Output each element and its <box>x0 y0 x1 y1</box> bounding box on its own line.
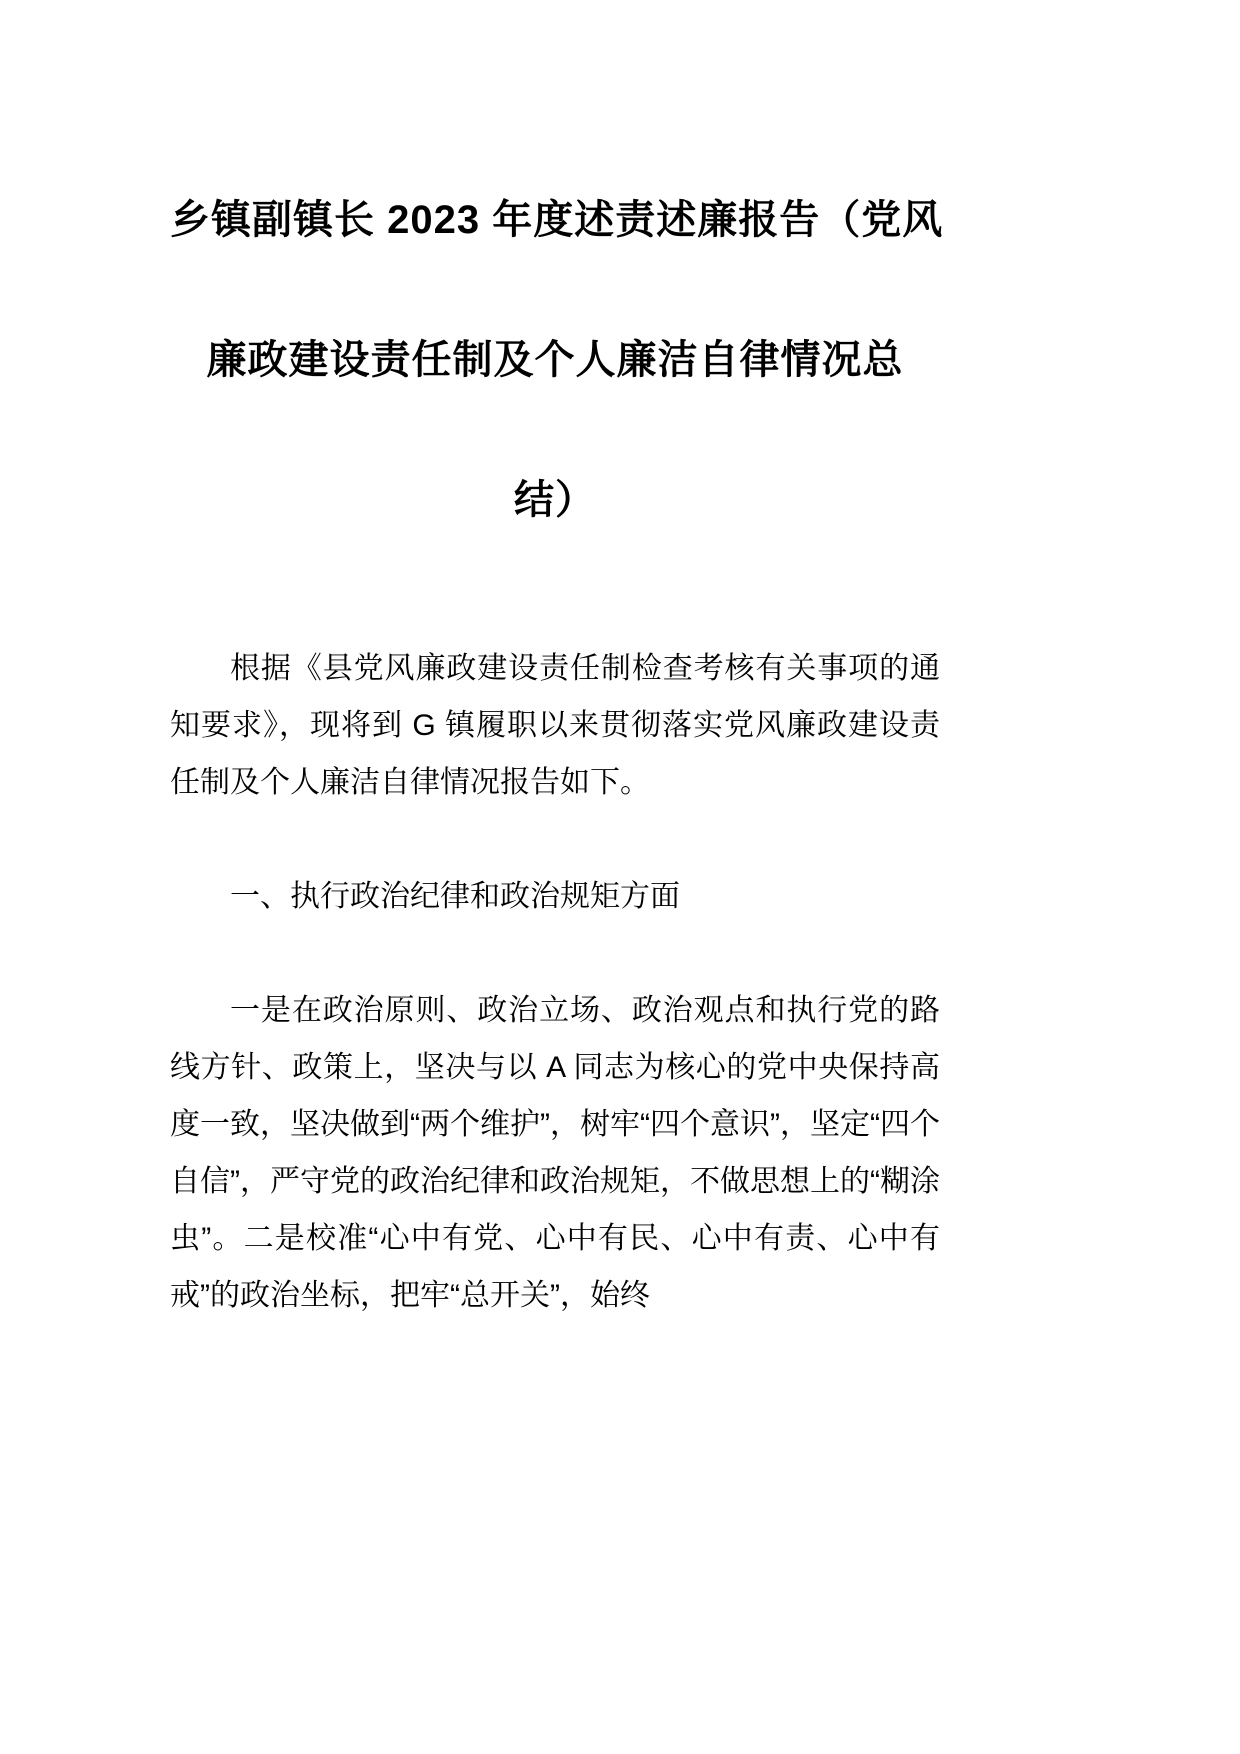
intro-paragraph: 根据《县党风廉政建设责任制检查考核有关事项的通知要求》，现将到 G 镇履职以来贯彻落实党风廉政建设责任制及个人廉洁自律情况报告如下。 <box>170 652 940 799</box>
body-paragraph-1: 一是在政治原则、政治立场、政治观点和执行党的路线方针、政策上，坚决与以 A 同志为核心的党中央保持高度一致，坚决做到“两个维护”，树牢“四个意识”，坚定“四个自信”，严守党的政治纪律和政治规矩，不做思想上的“糊涂虫”。二是校准“心中有党、心中有民、心中有责、心中有戒”的政治坐标，把牢“总开关”，始终 <box>170 994 940 1312</box>
document-title-line-3: 结） <box>514 478 596 522</box>
document-title-line-2: 廉政建设责任制及个人廉洁自律情况总 <box>206 338 904 382</box>
document-title-line-1: 乡镇副镇长 2023 年度述责述廉报告（党风 <box>170 198 944 242</box>
document-title <box>170 150 944 570</box>
section-heading-1: 一、执行政治纪律和政治规矩方面 <box>230 880 680 913</box>
